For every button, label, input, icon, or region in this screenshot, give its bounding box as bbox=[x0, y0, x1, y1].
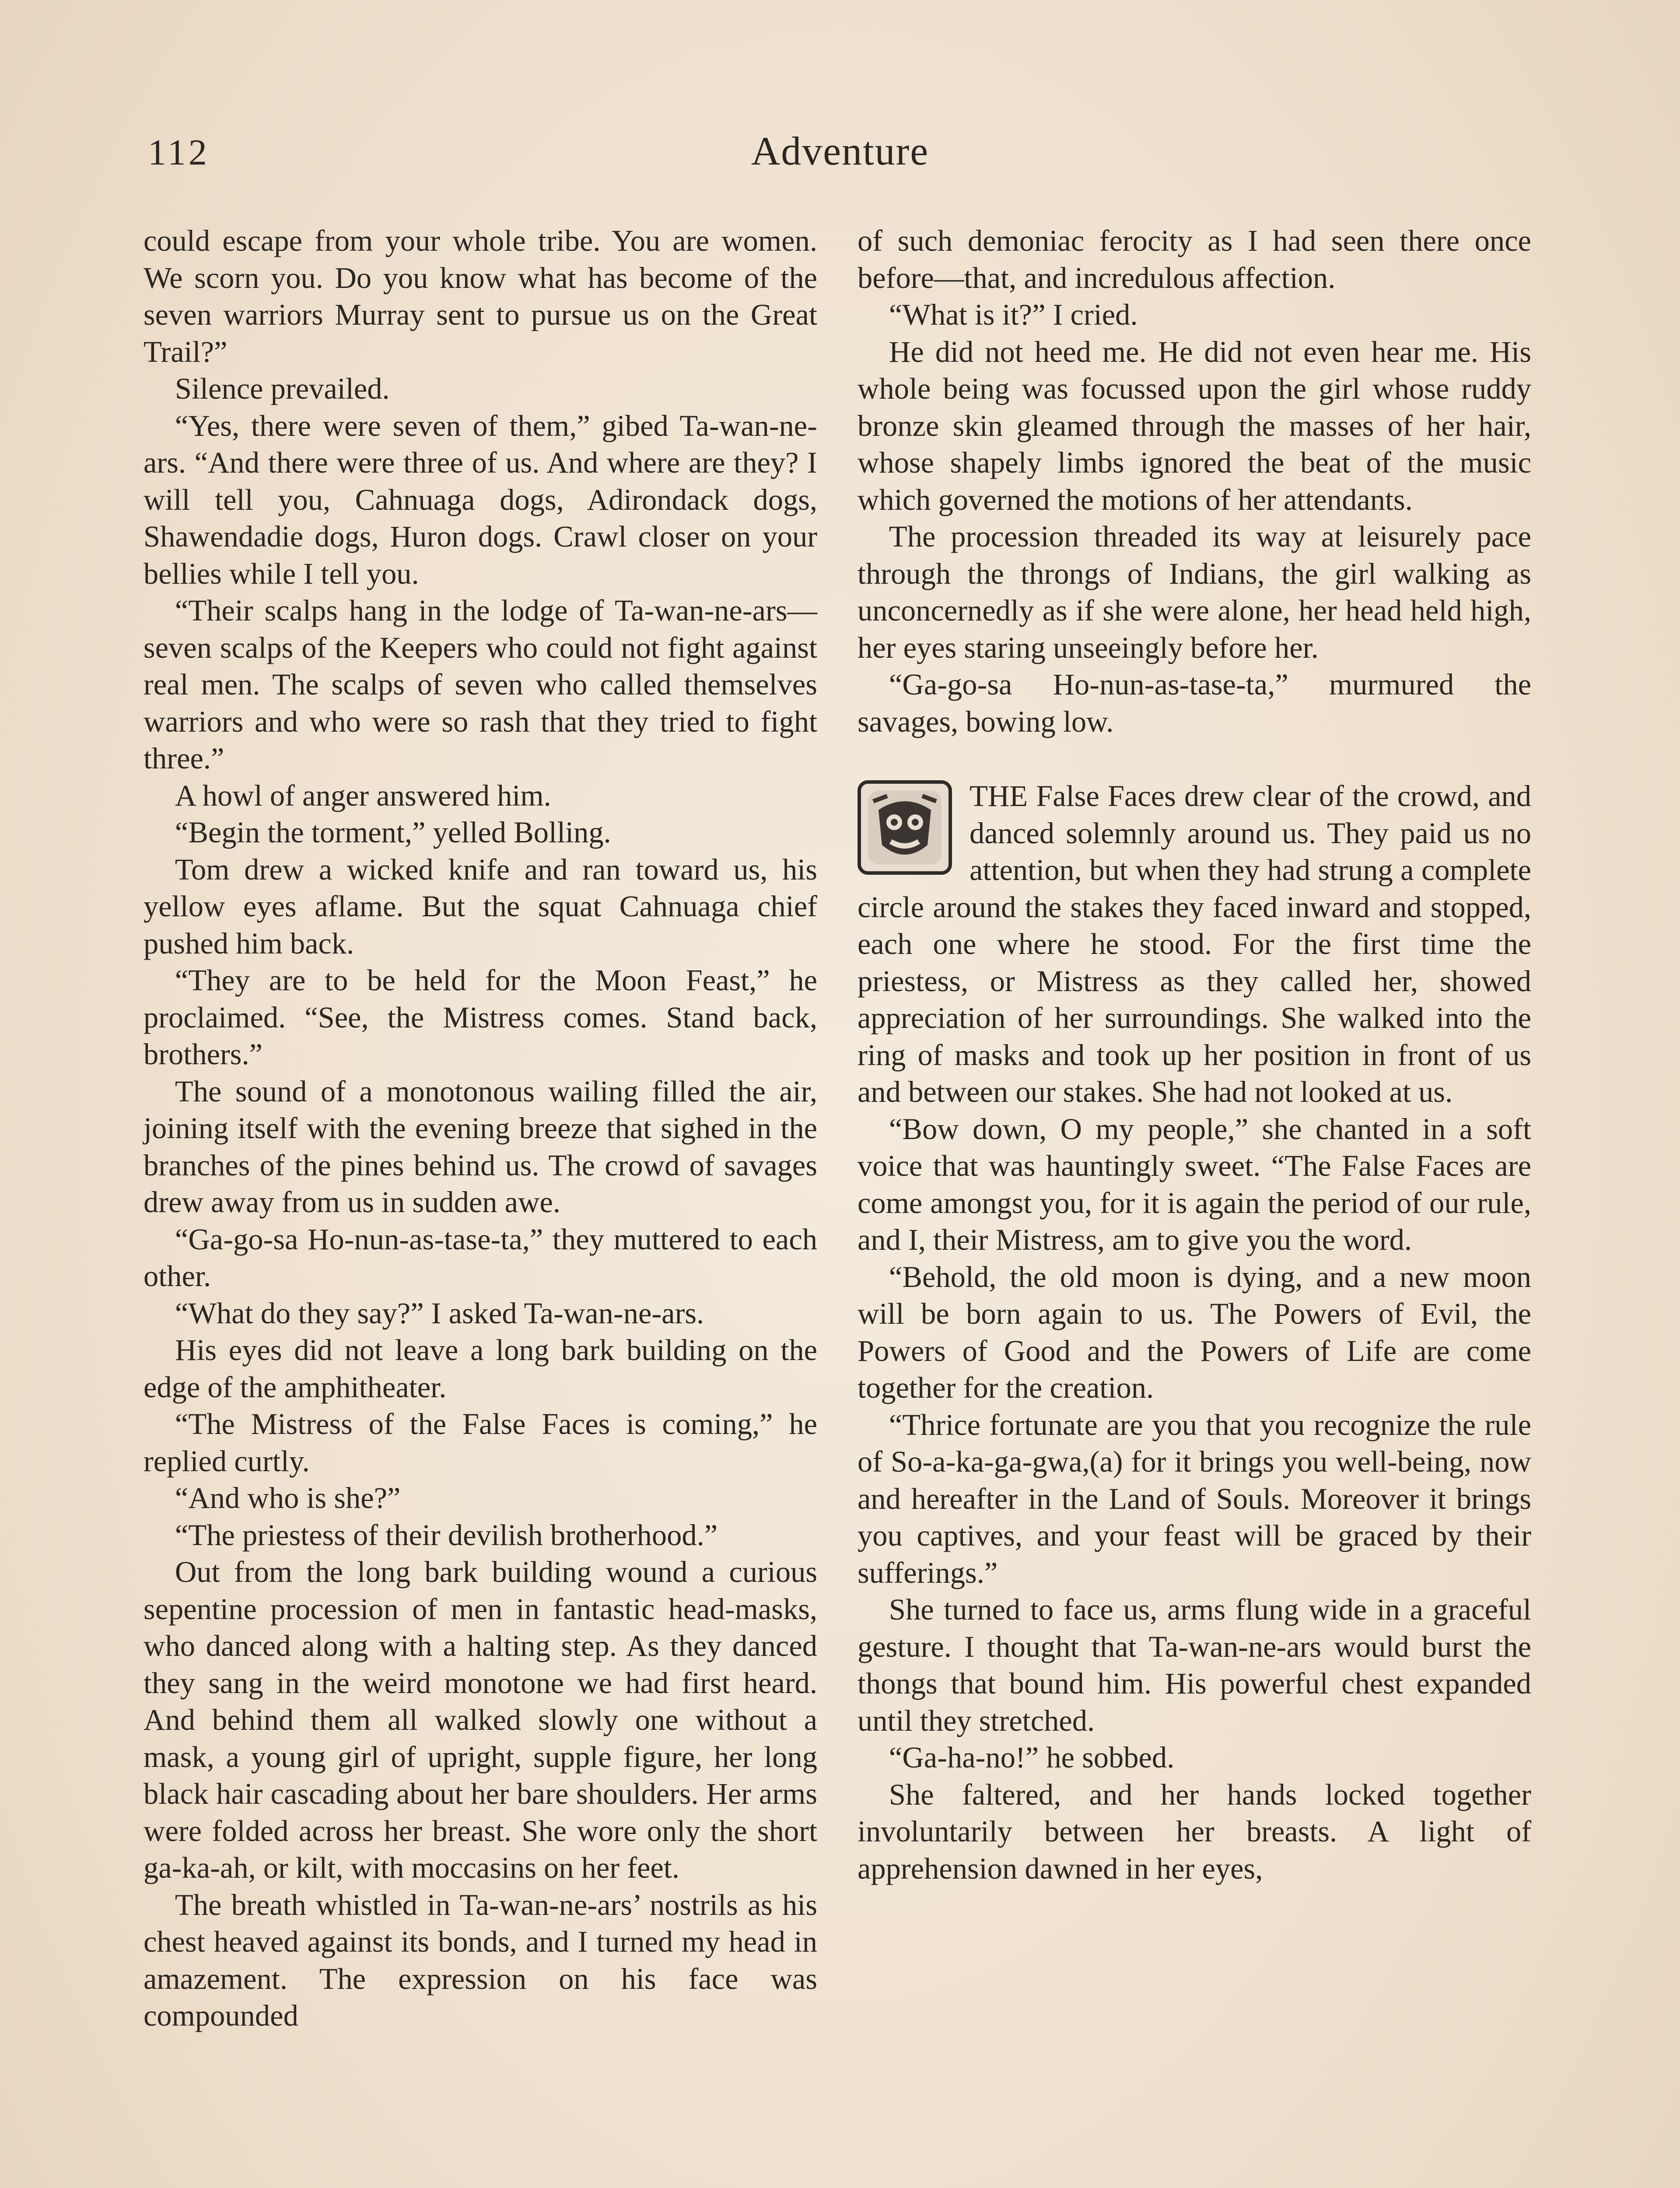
page-number: 112 bbox=[148, 132, 210, 173]
section-break bbox=[858, 740, 1531, 778]
right-column bbox=[858, 222, 1531, 1887]
paragraph: “Begin the torment,” yelled Bolling. bbox=[175, 816, 611, 849]
paragraph: He did not heed me. He did not even hear me. His whole being was focussed upon the girl whose ruddy bronze skin gleamed through the masses of her hair, whose shapely limbs ignored the beat of the music which governed the motions of her attendants. bbox=[858, 335, 1531, 516]
paragraph: “Thrice fortunate are you that you recognize the rule of So-a-ka-ga-gwa,(a) for it brings you well-being, now and hereafter in the Land of Souls. Moreover it brings you captives, and your feast will be graced by their sufferings.” bbox=[858, 1408, 1531, 1589]
paragraph: “The Mistress of the False Faces is coming,” he replied curtly. bbox=[144, 1407, 817, 1478]
paragraph: “What do they say?” I asked Ta-wan-ne-ars. bbox=[175, 1296, 704, 1330]
paragraph: “Behold, the old moon is dying, and a new moon will be born again to us. The Powers of Evil, the Powers of Good and the Powers of Life are come together for the creation. bbox=[858, 1260, 1531, 1404]
paragraph: His eyes did not leave a long bark building on the edge of the amphitheater. bbox=[144, 1333, 817, 1404]
paragraph: “They are to be held for the Moon Feast,” he proclaimed. “See, the Mistress comes. Stand back, brothers.” bbox=[144, 964, 817, 1071]
dropcap-paragraph-text: THE False Faces drew clear of the crowd, and danced solemnly around us. They paid us no attention, but when they had strung a complete circle around the stakes they faced inward and stopped, each one where he stood. For the first time the priestess, or Mistress as they called her, showed appreciation of her surroundings. She walked into the ring of masks and took up her position in front of us and between our stakes. She had not looked at us. bbox=[858, 779, 1531, 1108]
paragraph: “Bow down, O my people,” she chanted in a soft voice that was hauntingly sweet. “The False Faces are come amongst you, for it is again the period of our rule, and I, their Mistress, am to give you the word. bbox=[858, 1112, 1531, 1256]
paragraph bbox=[858, 778, 1531, 1111]
paragraph: “And who is she?” bbox=[175, 1481, 401, 1515]
right-column-top bbox=[858, 222, 1531, 740]
paragraph: Silence prevailed. bbox=[175, 372, 390, 405]
mask-ornament-icon bbox=[858, 780, 952, 875]
right-column-bottom bbox=[858, 778, 1531, 1887]
paragraph: A howl of anger answered him. bbox=[175, 778, 551, 812]
left-column bbox=[144, 222, 817, 2034]
paragraph: The procession threaded its way at leisurely pace through the throngs of Indians, the girl walking as unconcernedly as if she were alone, her head held high, her eyes staring unseeingly before her. bbox=[858, 520, 1531, 664]
paragraph: Out from the long bark building wound a curious sepentine procession of men in fantastic head-masks, who danced along with a halting step. As they danced they sang in the weird monotone we had first heard. And behind them all walked slowly one without a mask, a young girl of upright, supple figure, her long black hair cascading about her bare shoulders. Her arms were folded across her breast. She wore only the short ga-ka-ah, or kilt, with moccasins on her feet. bbox=[144, 1555, 817, 1884]
paragraph: She turned to face us, arms flung wide in a graceful gesture. I thought that Ta-wan-ne-ars would burst the thongs that bound him. His powerful chest expanded until they stretched. bbox=[858, 1593, 1531, 1737]
paragraph: “The priestess of their devilish brotherhood.” bbox=[175, 1518, 718, 1552]
paragraph: of such demoniac ferocity as I had seen there once before—that, and incredulous affection. bbox=[858, 224, 1531, 295]
paragraph: “Ga-go-sa Ho-nun-as-tase-ta,” murmured the savages, bowing low. bbox=[858, 668, 1531, 738]
running-head-title: Adventure bbox=[751, 129, 929, 173]
paragraph: “What is it?” I cried. bbox=[889, 298, 1138, 331]
paragraph: “Their scalps hang in the lodge of Ta-wan-ne-ars—seven scalps of the Keepers who could not fight against real men. The scalps of seven who called themselves warriors and who were so rash that they tried to fight three.” bbox=[144, 594, 817, 775]
paragraph: Tom drew a wicked knife and ran toward us, his yellow eyes aflame. But the squat Cahnuaga chief pushed him back. bbox=[144, 852, 817, 960]
paragraph: The sound of a monotonous wailing filled the air, joining itself with the evening breeze that sighed in the branches of the pines behind us. The crowd of savages drew away from us in sudden awe. bbox=[144, 1074, 817, 1219]
paragraph: “Ga-ha-no!” he sobbed. bbox=[889, 1741, 1175, 1774]
paragraph: “Yes, there were seven of them,” gibed Ta-wan-ne-ars. “And there were three of us. And where are they? I will tell you, Cahnuaga dogs, Adirondack dogs, Shawendadie dogs, Huron dogs. Crawl closer on your bellies while I tell you. bbox=[144, 409, 817, 590]
paragraph: The breath whistled in Ta-wan-ne-ars’ nostrils as his chest heaved against its bonds, and I turned my head in amazement. The expression on his face was compounded bbox=[144, 1888, 817, 2032]
paragraph: could escape from your whole tribe. You are women. We scorn you. Do you know what has become of the seven warriors Murray sent to pursue us on the Great Trail?” bbox=[144, 224, 817, 368]
paragraph: She faltered, and her hands locked together involuntarily between her breasts. A light of apprehension dawned in her eyes, bbox=[858, 1778, 1531, 1885]
paragraph: “Ga-go-sa Ho-nun-as-tase-ta,” they muttered to each other. bbox=[144, 1222, 817, 1293]
